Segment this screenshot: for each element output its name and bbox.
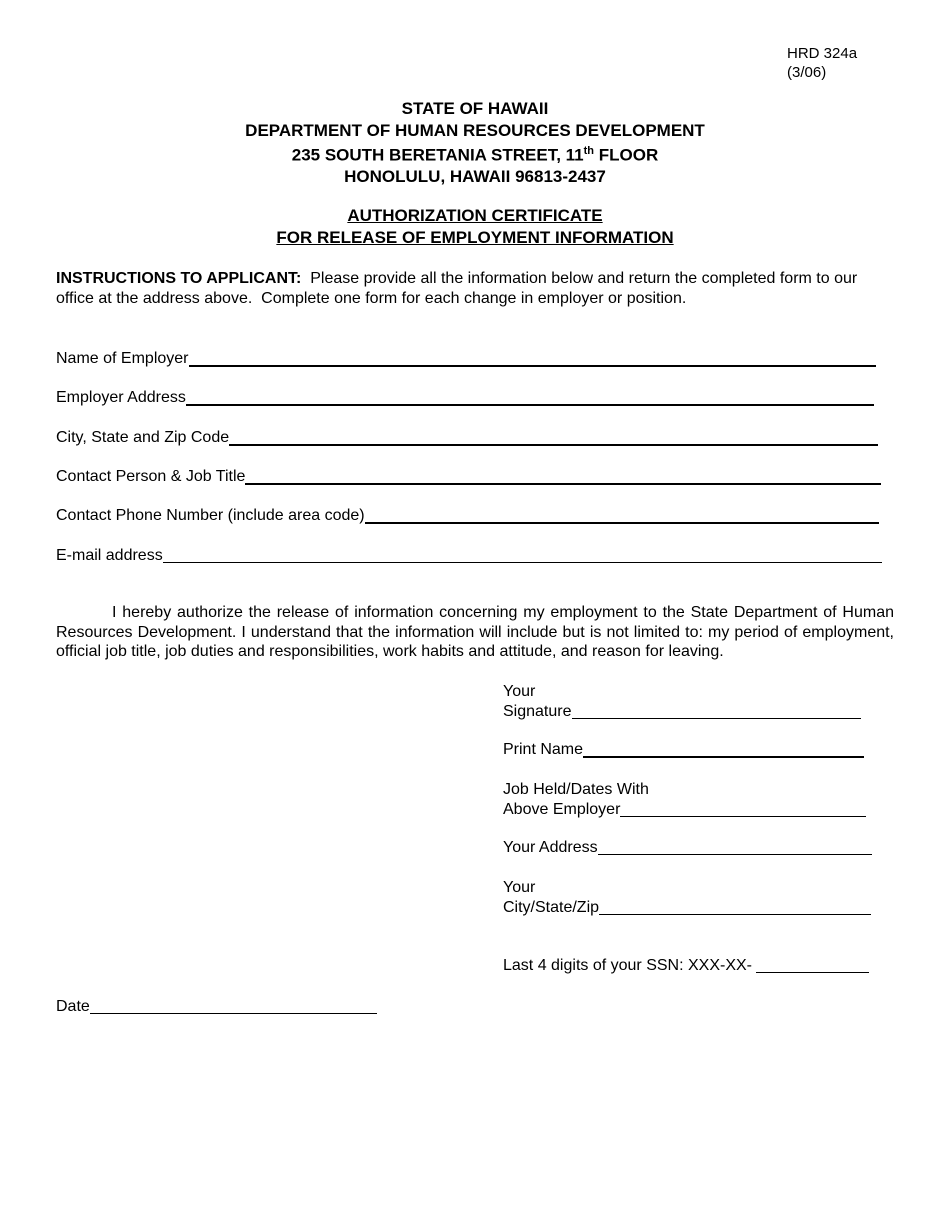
contact-person-field[interactable]: [56, 465, 881, 487]
date-line[interactable]: [90, 1013, 377, 1014]
header-department: DEPARTMENT OF HUMAN RESOURCES DEVELOPMENT: [245, 120, 705, 140]
employer-name-line[interactable]: [189, 365, 877, 367]
form-revision: (3/06): [787, 64, 827, 81]
your-address-field[interactable]: [503, 838, 872, 858]
instructions-label: INSTRUCTIONS TO APPLICANT:: [56, 270, 302, 287]
print-name-label: Print Name: [503, 741, 584, 758]
employer-name-label: Name of Employer: [56, 350, 189, 367]
job-held-line[interactable]: [620, 816, 866, 817]
signature-field[interactable]: [503, 682, 861, 722]
employer-city-line[interactable]: [229, 444, 878, 446]
your-city-label-2: City/State/Zip: [503, 899, 600, 916]
employer-city-label: City, State and Zip Code: [56, 429, 230, 446]
ssn-field[interactable]: [503, 956, 869, 976]
contact-phone-line[interactable]: [365, 522, 879, 524]
header-state: STATE OF HAWAII: [401, 99, 549, 118]
employer-city-field[interactable]: [56, 426, 878, 448]
employer-address-line[interactable]: [186, 404, 874, 406]
your-address-label: Your Address: [503, 839, 598, 856]
print-name-line[interactable]: [583, 756, 864, 758]
employer-address-field[interactable]: [56, 386, 874, 408]
date-label: Date: [56, 998, 90, 1015]
your-city-line[interactable]: [599, 914, 871, 915]
contact-phone-field[interactable]: [56, 504, 879, 526]
signature-line[interactable]: [572, 718, 862, 719]
title-line-1: AUTHORIZATION CERTIFICATE: [347, 206, 603, 225]
contact-person-label: Contact Person & Job Title: [56, 468, 246, 485]
agency-header: [0, 98, 950, 188]
email-field[interactable]: [56, 544, 882, 566]
print-name-field[interactable]: [503, 740, 864, 760]
ssn-line[interactable]: [756, 972, 869, 973]
email-label: E-mail address: [56, 547, 163, 564]
form-title: [0, 205, 950, 248]
job-held-label-2: Above Employer: [503, 801, 621, 818]
ssn-label: Last 4 digits of your SSN: XXX-XX-: [503, 957, 757, 974]
contact-person-line[interactable]: [245, 483, 881, 485]
instructions: [56, 269, 896, 309]
instructions-text: Please provide all the information below and return the completed form to our office at the address above. Complete one form for each change in employer or position.: [56, 270, 862, 307]
header-street: 235 SOUTH BERETANIA STREET, 11th FLOOR: [291, 145, 659, 165]
your-address-line[interactable]: [598, 854, 872, 855]
job-held-label-1: Job Held/Dates With: [503, 781, 649, 798]
title-line-2: FOR RELEASE OF EMPLOYMENT INFORMATION: [276, 227, 674, 247]
contact-phone-label: Contact Phone Number (include area code): [56, 507, 365, 524]
authorization-statement: [56, 603, 894, 662]
email-line[interactable]: [163, 562, 882, 563]
signature-label-1: Your: [503, 683, 536, 700]
date-field[interactable]: [56, 995, 377, 1017]
signature-label-2: Signature: [503, 703, 572, 720]
your-city-field[interactable]: [503, 878, 871, 918]
form-id-number: HRD 324a: [787, 45, 858, 62]
employer-address-label: Employer Address: [56, 389, 186, 406]
employer-name-field[interactable]: [56, 347, 876, 369]
job-held-field[interactable]: [503, 780, 866, 820]
header-city: HONOLULU, HAWAII 96813-2437: [344, 167, 606, 187]
authorization-text: I hereby authorize the release of information concerning my employment to the State Department of Human Resources Development. I understand that the information will include but is not limited to: my period of employment, official job title, job duties and responsibilities, work habits and attitude, and reason for leaving.: [56, 604, 894, 660]
your-city-label-1: Your: [503, 879, 536, 896]
form-number: [787, 44, 857, 82]
